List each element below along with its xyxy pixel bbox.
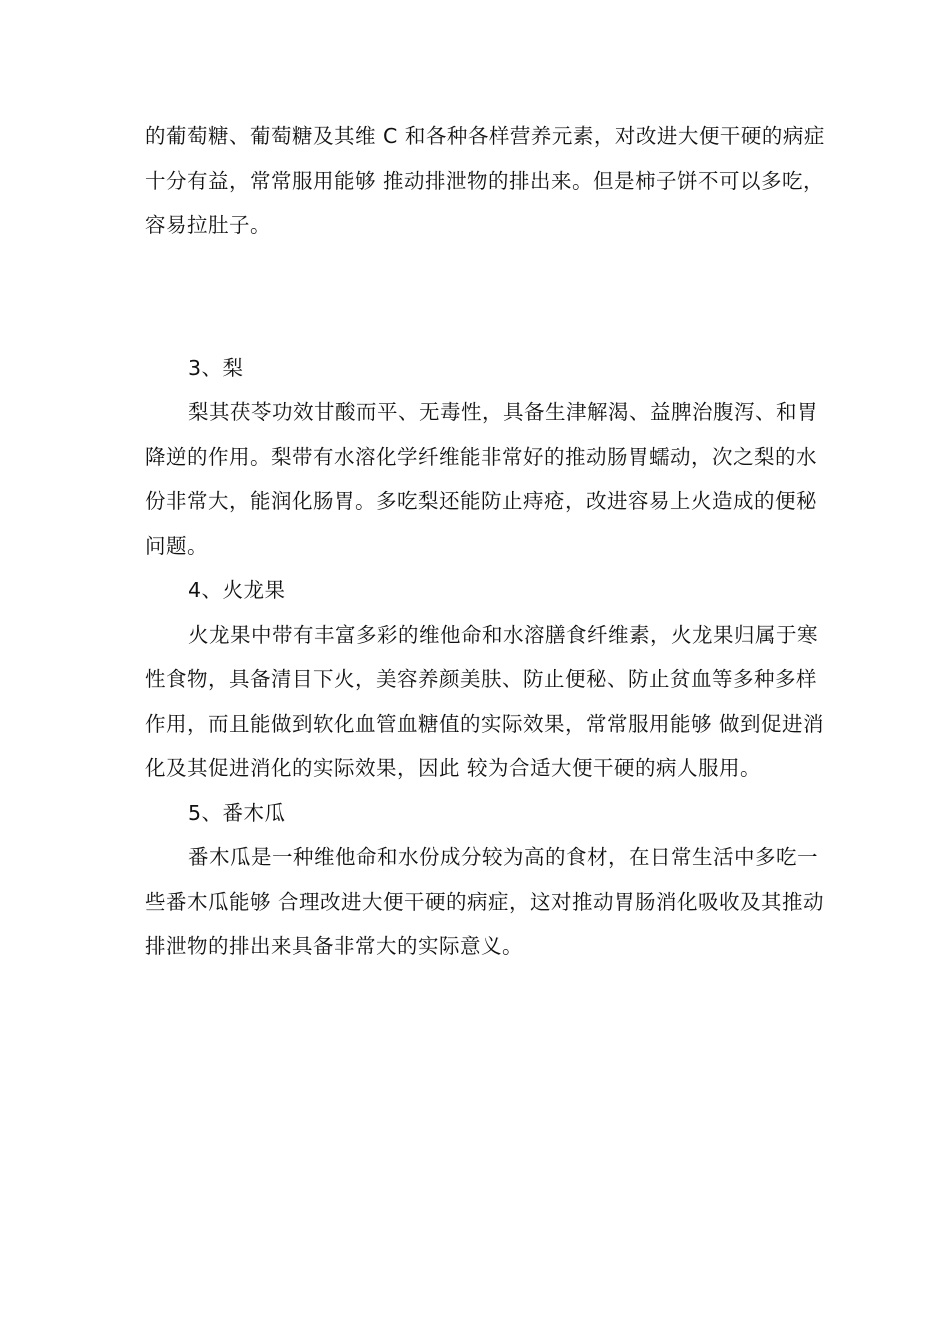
paragraph-gap xyxy=(145,248,825,346)
paragraph-pear: 梨其茯苓功效甘酸而平、无毒性，具备生津解渴、益脾治腹泻、和胃降逆的作用。梨带有水溶化学纤维能非常好的推动肠胃蠕动，次之梨的水份非常大，能润化肠胃。多吃梨还能防止痔疮，改进容易上火造成的便秘问题。 xyxy=(145,400,818,558)
paragraph-persimmon-continued: 的葡萄糖、葡萄糖及其维 C 和各种各样营养元素，对改进大便干硬的病症十分有益，常常服用能够 推动排泄物的排出来。但是柿子饼不可以多吃，容易拉肚子。 xyxy=(145,124,825,237)
heading-pear: 3、梨 xyxy=(188,355,244,380)
heading-papaya: 5、番木瓜 xyxy=(188,800,286,825)
paragraph-dragon-fruit: 火龙果中带有丰富多彩的维他命和水溶膳食纤维素，火龙果归属于寒性食物，具备清目下火，美容养颜美肤、防止便秘、防止贫血等多种多样作用，而且能做到软化血管血糖值的实际效果，常常服用能够 做到促进消化及其促进消化的实际效果，因此 较为合适大便干硬的病人服用。 xyxy=(145,622,825,780)
paragraph-papaya: 番木瓜是一种维他命和水份成分较为高的食材，在日常生活中多吃一些番木瓜能够 合理改进大便干硬的病症，这对推动胃肠消化吸收及其推动排泄物的排出来具备非常大的实际意义。 xyxy=(145,845,825,958)
document-body xyxy=(145,114,825,969)
heading-dragon-fruit: 4、火龙果 xyxy=(188,578,286,602)
